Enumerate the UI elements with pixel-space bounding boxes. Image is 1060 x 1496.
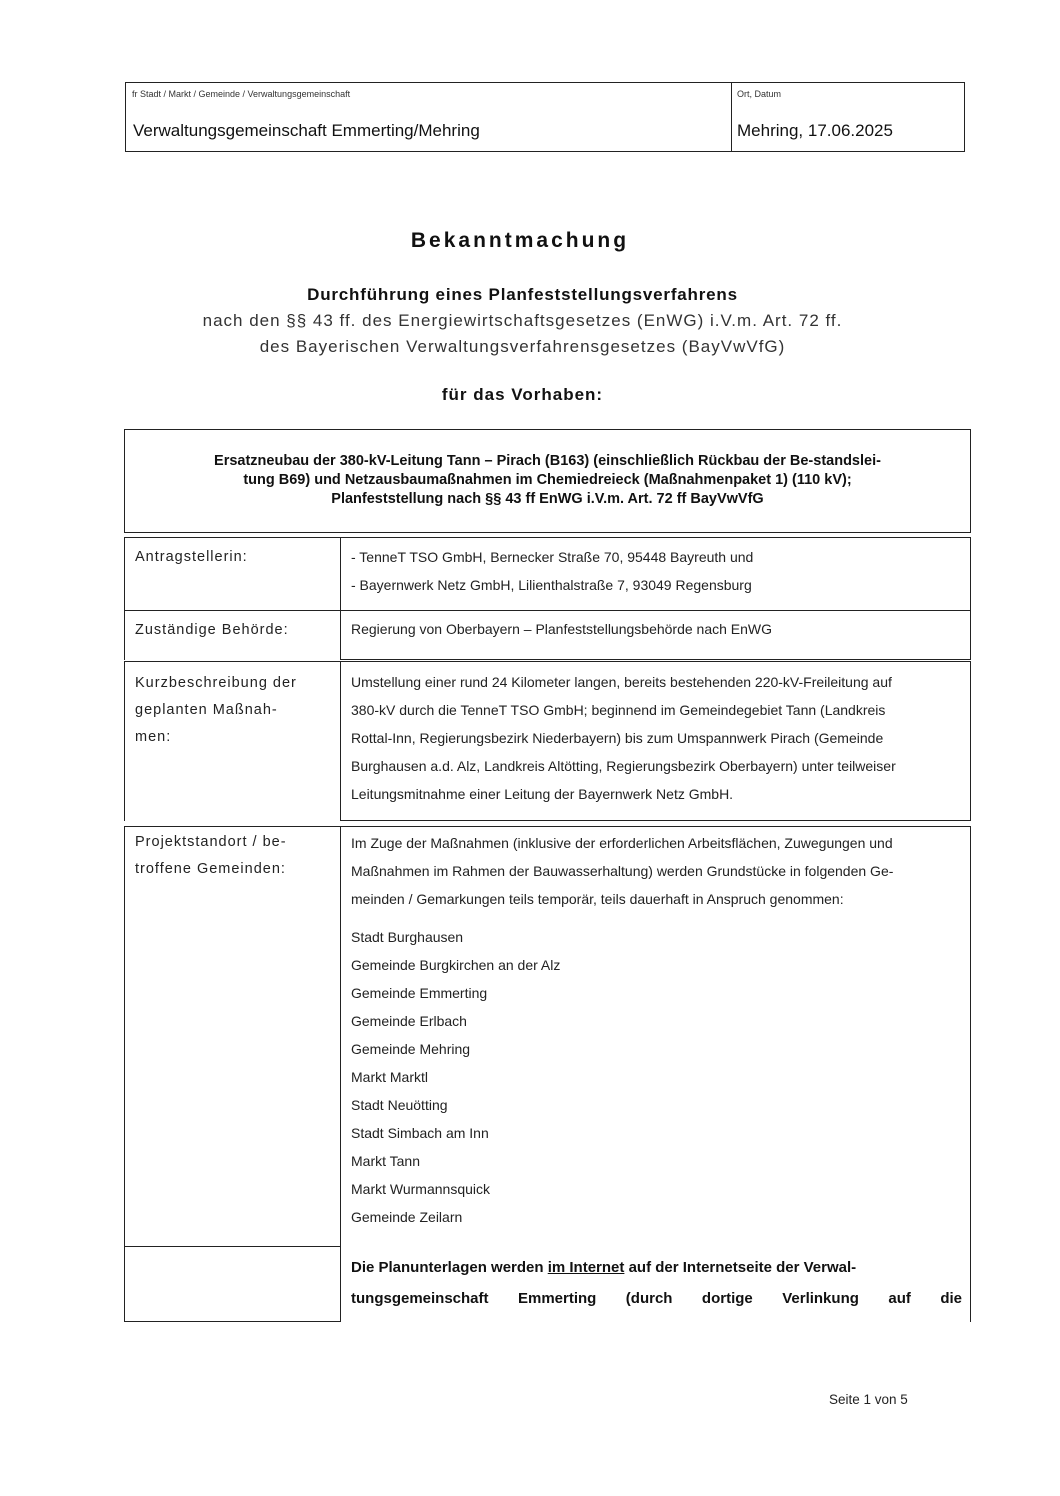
- location-line-3: meinden / Gemarkungen teils temporär, teils dauerhaft in Anspruch genommen:: [351, 891, 844, 907]
- location-value-cell: [340, 826, 971, 1246]
- description-label: [125, 662, 341, 751]
- list-item: Markt Tann: [351, 1153, 420, 1169]
- list-item: Stadt Burghausen: [351, 929, 464, 945]
- location-intro: [341, 827, 970, 913]
- list-item: Stadt Neuötting: [351, 1097, 448, 1113]
- location-label-line-1: Projektstandort / be-: [135, 834, 287, 850]
- municipality-label: fr Stadt / Markt / Gemeinde / Verwaltungsgemeinschaft: [132, 89, 351, 99]
- authority-label: Zuständige Behörde:: [135, 622, 289, 638]
- final-part-3: auf der Internetseite der Verwal-: [624, 1259, 857, 1276]
- project-intro: für das Vorhaben:: [441, 385, 604, 404]
- final-line-2: tungsgemeinschaft Emmerting (durch dortige Verlinkung auf die: [351, 1290, 962, 1307]
- description-line-1: Umstellung einer rund 24 Kilometer langen, bereits bestehenden 220-kV-Freileitung auf: [351, 674, 892, 690]
- authority-value: Regierung von Oberbayern – Planfeststellungsbehörde nach EnWG: [351, 621, 773, 637]
- project-title: [137, 452, 958, 509]
- applicant-value: [341, 538, 970, 599]
- description-line-5: Leitungsmitnahme einer Leitung der Bayernwerk Netz GmbH.: [351, 786, 734, 802]
- project-line-1: Ersatzneubau der 380-kV-Leitung Tann – Pirach (B163) (einschließlich Rückbau der Be-standslei-: [214, 453, 881, 469]
- description-label-line-3: men:: [135, 729, 172, 745]
- list-item: Gemeinde Mehring: [351, 1041, 471, 1057]
- description-label-line-2: geplanten Maßnah-: [135, 702, 278, 718]
- applicant-label: Antragstellerin:: [135, 549, 248, 565]
- final-line-1: [351, 1252, 962, 1283]
- location-line-2: Maßnahmen im Rahmen der Bauwasserhaltung) werden Grundstücke in folgenden Ge-: [351, 863, 894, 879]
- project-line-3: Planfeststellung nach §§ 43 ff EnWG i.V.m. Art. 72 ff BayVwVfG: [331, 491, 764, 507]
- project-box: [124, 429, 971, 533]
- authority-label-cell: [124, 610, 341, 660]
- list-item: Gemeinde Emmerting: [351, 985, 488, 1001]
- list-item: Stadt Simbach am Inn: [351, 1125, 489, 1141]
- subtitle-line-2: nach den §§ 43 ff. des Energiewirtschaftsgesetzes (EnWG) i.V.m. Art. 72 ff.: [202, 311, 843, 330]
- list-item: Gemeinde Burgkirchen an der Alz: [351, 957, 561, 973]
- internet-link[interactable]: im Internet: [547, 1259, 625, 1276]
- location-label-line-2: troffene Gemeinden:: [135, 861, 286, 877]
- municipality-value: Verwaltungsgemeinschaft Emmerting/Mehring: [133, 121, 480, 140]
- subtitle-line-3: des Bayerischen Verwaltungsverfahrensgesetzes (BayVwVfG): [259, 337, 786, 356]
- header-box: [125, 82, 965, 152]
- location-line-1: Im Zuge der Maßnahmen (inklusive der erforderlichen Arbeitsflächen, Zuwegungen und: [351, 835, 893, 851]
- description-label-cell: [124, 661, 341, 821]
- list-item: Gemeinde Erlbach: [351, 1013, 467, 1029]
- municipality-list: [351, 923, 560, 1231]
- description-value: [341, 662, 970, 808]
- authority-value-cell: [340, 610, 971, 660]
- applicant-line-2: - Bayernwerk Netz GmbH, Lilienthalstraße 7, 93049 Regensburg: [351, 577, 752, 593]
- applicant-value-cell: [340, 537, 971, 611]
- applicant-line-1: - TenneT TSO GmbH, Bernecker Straße 70, 95448 Bayreuth und: [351, 549, 754, 565]
- description-line-3: Rottal-Inn, Regierungsbezirk Niederbayern) bis zum Umspannwerk Pirach (Gemeinde: [351, 730, 884, 746]
- location-label-cell: [124, 826, 341, 1246]
- location-label: [125, 827, 341, 883]
- description-line-2: 380-kV durch die TenneT TSO GmbH; beginnend im Gemeindegebiet Tann (Landkreis: [351, 702, 886, 718]
- list-item: Markt Wurmannsquick: [351, 1181, 491, 1197]
- place-date-label: Ort, Datum: [737, 89, 782, 99]
- page-title: Bekanntmachung: [410, 229, 630, 252]
- final-value-cell: [340, 1246, 971, 1322]
- list-item: Gemeinde Zeilarn: [351, 1209, 463, 1225]
- header-divider: [731, 83, 732, 151]
- page-number: Seite 1 von 5: [829, 1392, 908, 1407]
- final-part-1: Die Planunterlagen werden: [351, 1259, 548, 1276]
- list-item: Markt Marktl: [351, 1069, 428, 1085]
- description-line-4: Burghausen a.d. Alz, Landkreis Altötting, Regierungsbezirk Oberbayern) unter teilweiser: [351, 758, 896, 774]
- project-line-2: tung B69) und Netzausbaumaßnahmen im Chemiedreieck (Maßnahmenpaket 1) (110 kV);: [243, 472, 852, 488]
- place-date-value: Mehring, 17.06.2025: [737, 121, 893, 140]
- final-label-cell: [124, 1246, 341, 1322]
- final-text: [351, 1252, 962, 1314]
- applicant-label-cell: [124, 537, 341, 611]
- description-label-line-1: Kurzbeschreibung der: [135, 675, 297, 691]
- description-value-cell: [340, 661, 971, 821]
- subtitle-bold: Durchführung eines Planfeststellungsverfahrens: [307, 285, 738, 304]
